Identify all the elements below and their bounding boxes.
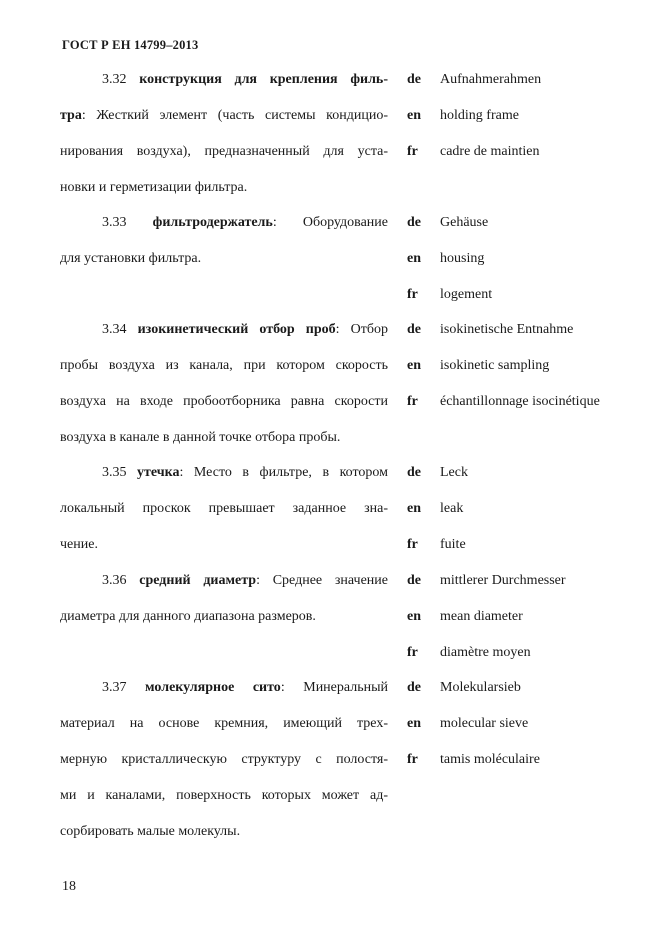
term-name: изокинетический отбор проб — [137, 322, 336, 337]
definition-text: новки и герметизации фильтра. — [60, 180, 248, 195]
language-code: fr — [407, 752, 418, 767]
term-translations — [407, 680, 661, 788]
term-name: молекулярное сито — [145, 680, 281, 695]
term-translations — [407, 72, 661, 180]
definition-line — [60, 215, 388, 251]
definition-text: 3.32 — [102, 72, 140, 87]
term-definition — [60, 215, 388, 287]
language-code: de — [407, 72, 421, 87]
term-name: средний диаметр — [139, 573, 257, 588]
language-code: fr — [407, 537, 418, 552]
definition-line — [60, 465, 388, 501]
definition-text: : Оборудование — [272, 215, 388, 230]
translated-term: échantillonnage isocinétique — [440, 394, 600, 409]
page-number: 18 — [62, 879, 76, 894]
document-header: ГОСТ Р ЕН 14799–2013 — [62, 38, 199, 52]
translated-term: Gehäuse — [440, 215, 489, 230]
translation-row — [407, 501, 661, 537]
translation-row — [407, 680, 661, 716]
term-translations — [407, 573, 661, 681]
definition-text: пробы воздуха из канала, при котором скорость — [60, 358, 388, 373]
definition-text: : Место в фильтре, в котором — [179, 465, 389, 480]
definition-text: 3.37 — [102, 680, 146, 695]
translated-term: Leck — [440, 465, 468, 480]
translated-term: mittlerer Durchmesser — [440, 573, 566, 588]
language-code: en — [407, 358, 421, 373]
definition-line — [60, 716, 388, 752]
definition-line — [60, 824, 388, 860]
translation-row — [407, 144, 661, 180]
definition-text: локальный проскок превышает заданное зна- — [60, 501, 388, 516]
translated-term: isokinetische Entnahme — [440, 322, 574, 337]
term-translations — [407, 322, 661, 430]
translation-row — [407, 573, 661, 609]
translated-term: Molekularsieb — [440, 680, 521, 695]
term-definition — [60, 573, 388, 645]
translation-row — [407, 358, 661, 394]
language-code: fr — [407, 394, 418, 409]
term-name: конструкция для крепления филь- — [139, 72, 388, 87]
language-code: de — [407, 322, 421, 337]
language-code: de — [407, 215, 421, 230]
translation-row — [407, 108, 661, 144]
definition-line — [60, 537, 388, 573]
definition-line — [60, 680, 388, 716]
language-code: en — [407, 108, 421, 123]
language-code: en — [407, 501, 421, 516]
translation-row — [407, 465, 661, 501]
language-code: fr — [407, 144, 418, 159]
language-code: de — [407, 465, 421, 480]
translated-term: isokinetic sampling — [440, 358, 550, 373]
definition-line — [60, 788, 388, 824]
definition-text: воздуха в канале в данной точке отбора пробы. — [60, 430, 341, 445]
definition-text: нирования воздуха), предназначенный для уста- — [60, 144, 388, 159]
translation-row — [407, 752, 661, 788]
definition-line — [60, 573, 388, 609]
translated-term: holding frame — [440, 108, 519, 123]
definition-line — [60, 394, 388, 430]
translated-term: mean diameter — [440, 609, 523, 624]
translation-row — [407, 645, 661, 681]
definition-text: 3.33 — [102, 215, 153, 230]
translation-row — [407, 251, 661, 287]
definition-line — [60, 430, 388, 466]
definition-line — [60, 752, 388, 788]
term-translations — [407, 215, 661, 323]
term-name: утечка — [137, 465, 180, 480]
language-code: en — [407, 609, 421, 624]
definition-text: : Среднее значение — [256, 573, 388, 588]
definition-text: сорбировать малые молекулы. — [60, 824, 241, 839]
definition-line — [60, 108, 388, 144]
language-code: en — [407, 716, 421, 731]
definition-line — [60, 609, 388, 645]
term-name: фильтродержатель — [152, 215, 273, 230]
term-definition — [60, 322, 388, 466]
definition-line — [60, 322, 388, 358]
definition-line — [60, 358, 388, 394]
definition-text: 3.34 — [102, 322, 138, 337]
translation-row — [407, 215, 661, 251]
translated-term: leak — [440, 501, 464, 516]
language-code: de — [407, 680, 421, 695]
definition-text: ми и каналами, поверхность которых может ад- — [60, 788, 388, 803]
translation-row — [407, 287, 661, 323]
definition-line — [60, 72, 388, 108]
definition-line — [60, 501, 388, 537]
term-name: тра — [60, 108, 82, 123]
term-definition — [60, 72, 388, 216]
definition-text: : Минеральный — [280, 680, 388, 695]
translation-row — [407, 537, 661, 573]
definition-text: диаметра для данного диапазона размеров. — [60, 609, 316, 624]
definition-text: : Жесткий элемент (часть системы кондицио- — [81, 108, 388, 123]
term-definition — [60, 465, 388, 573]
translated-term: molecular sieve — [440, 716, 529, 731]
language-code: de — [407, 573, 421, 588]
translated-term: Aufnahmerahmen — [440, 72, 542, 87]
definition-text: : Отбор — [335, 322, 388, 337]
definition-text: чение. — [60, 537, 98, 552]
language-code: fr — [407, 287, 418, 302]
definition-text: для установки фильтра. — [60, 251, 202, 266]
translation-row — [407, 322, 661, 358]
translated-term: diamètre moyen — [440, 645, 531, 660]
language-code: fr — [407, 645, 418, 660]
definition-text: воздуха на входе пробоотборника равна скорости — [60, 394, 388, 409]
definition-line — [60, 180, 388, 216]
translation-row — [407, 394, 661, 430]
translated-term: logement — [440, 287, 493, 302]
translated-term: housing — [440, 251, 485, 266]
language-code: en — [407, 251, 421, 266]
definition-text: 3.36 — [102, 573, 140, 588]
term-definition — [60, 680, 388, 860]
translation-row — [407, 609, 661, 645]
definition-line — [60, 251, 388, 287]
definition-line — [60, 144, 388, 180]
translated-term: fuite — [440, 537, 466, 552]
definition-text: 3.35 — [102, 465, 138, 480]
definition-text: мерную кристаллическую структуру с полостя- — [60, 752, 388, 767]
term-translations — [407, 465, 661, 573]
definition-text: материал на основе кремния, имеющий трех- — [60, 716, 388, 731]
translated-term: tamis moléculaire — [440, 752, 540, 767]
translation-row — [407, 716, 661, 752]
translated-term: cadre de maintien — [440, 144, 540, 159]
translation-row — [407, 72, 661, 108]
